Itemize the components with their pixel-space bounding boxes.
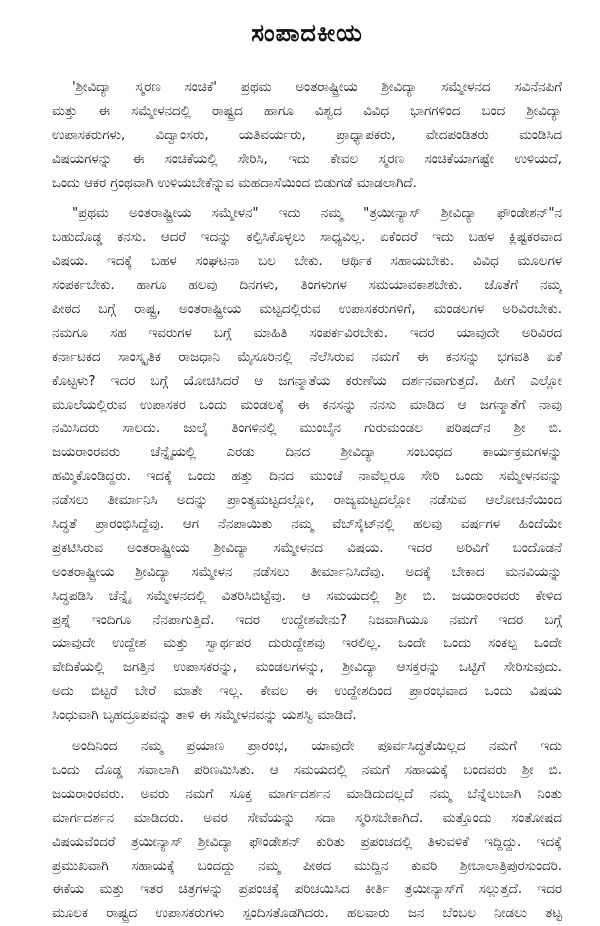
text-line: ಅದು ಬಿಟ್ಟರೆ ಬೇರೆ ಮಾತೇ ಇಲ್ಲ. ಕೇವಲ ಈ ಉದ್ದೇಶದಿಂದ ಪ್ರಾರಂಭವಾದ ಒಂದು ವಿಷಯ: [52, 684, 562, 700]
text-line: ಬಹುದೊಡ್ಡ ಕನಸು. ಆದರೆ ಇದನ್ನು ಕಲ್ಪಿಸಿಕೊಳ್ಳಲು ಸಾಧ್ಯವಿಲ್ಲ. ಏಕೆಂದರೆ ಇದು ಬಹಳ ಕ್ಲಿಷ್ಟಕರವಾದ: [52, 230, 562, 246]
text-line: ಒಂದು ಆಕರ ಗ್ರಂಥವಾಗಿ ಉಳಿಯಬೇಕೆನ್ನುವ ಮಹದಾಸೆಯಿಂದ ಬಿಡುಗಡೆ ಮಾಡಲಾಗಿದೆ.: [52, 175, 417, 191]
text-line: ಕೊಟ್ಟಳು? ಇದರ ಬಗ್ಗೆ ಯೋಚಿಸಿದರೆ ಆ ಜಗನ್ಮಾತೆಯ ಕರುಣೆಯ ದರ್ಶನವಾಗುತ್ತದೆ. ಹೀಗೆ ಎಲ್ಲೋ: [52, 373, 562, 389]
text-line: ವೇದಿಕೆಯಲ್ಲಿ ಜಗತ್ತಿನ ಉಪಾಸಕರನ್ನು, ಮಂಡಲಗಳನ್ನು, ಶ್ರೀವಿದ್ಯಾ ಆಸಕ್ತರನ್ನು ಒಟ್ಟಿಗೆ ಸೇರಿಸುವುದು.: [52, 660, 562, 676]
paragraph-2: [52, 202, 562, 728]
text-line: ವಿಷಯವೆಂದರೆ ತ್ರಯೀನ್ಯಾಸ್ ಶ್ರೀವಿದ್ಯಾ ಫೌಂಡೇಶನ್ ಕುರಿತು ಪ್ರಪಂಚದಲ್ಲಿ ತಿಳುವಳಿಕೆ ಇದ್ದಿದ್ದು. ಇದಕ್ಕೆ: [52, 834, 562, 850]
text-line: ಪೀಠದ ಬಗ್ಗೆ ರಾಷ್ಟ್ರ, ಅಂತರಾಷ್ಟ್ರೀಯ ಮಟ್ಟದಲ್ಲಿರುವ ಉಪಾಸಕರುಗಳಿಗೆ, ಮಂಡಲಗಳ ಅರಿವಿರಬೇಕು.: [52, 302, 562, 318]
text-line: ಜಯರಾಂರವರು ಚೆನ್ನೈಯಲ್ಲಿ ಎರಡು ದಿನದ ಶ್ರೀವಿದ್ಯಾ ಸಂಬಂಧದ ಕಾರ್ಯಕ್ರಮಗಳನ್ನು: [52, 445, 562, 461]
page-title: ಸಂಪಾದಕೀಯ: [251, 19, 363, 47]
paragraph-3: [52, 735, 562, 926]
text-line: ಅಂತರಾಷ್ಟ್ರೀಯ ಶ್ರೀವಿದ್ಯಾ ಸಮ್ಮೇಳನ ನಡೆಸಲು ತೀರ್ಮಾನಿಸಿದೆವು. ಅದಕ್ಕೆ ಬೇಕಾದ ಮನವಿಯನ್ನು: [52, 564, 562, 580]
text-line: ವಿಷಯಗಳನ್ನು ಈ ಸಂಚಿಕೆಯಲ್ಲಿ ಸೇರಿಸಿ, ಇದು ಕೇವಲ ಸ್ಮರಣ ಸಂಚಿಕೆಯಾಗಷ್ಟೇ ಉಳಿಯದೆ,: [52, 151, 562, 167]
text-line: ಒಂದು ದೊಡ್ಡ ಸವಾಲಾಗಿ ಪರಿಣಮಿಸಿತು. ಆ ಸಮಯದಲ್ಲಿ ನಮಗೆ ಸಹಾಯಕ್ಕೆ ಬಂದವರು ಶ್ರೀ ಬಿ.: [52, 762, 562, 778]
text-line: ಉಪಾಸಕರುಗಳು, ವಿದ್ವಾಂಸರು, ಯತಿವರ್ಯರು, ಪ್ರಾಧ್ಯಾಪಕರು, ವೇದಪಂಡಿತರು ಮಂಡಿಸಿದ: [52, 127, 562, 143]
text-line: ಮತ್ತು ಈ ಸಮ್ಮೇಳನದಲ್ಲಿ ರಾಷ್ಟ್ರದ ಹಾಗೂ ವಿಶ್ವದ ವಿವಿಧ ಭಾಗಗಳಿಂದ ಬಂದ ಶ್ರೀವಿದ್ಯಾ: [52, 103, 562, 119]
text-line: ಜಯರಾಂರವರು. ಅವರು ನಮಗೆ ಸೂಕ್ತ ಮಾರ್ಗದರ್ಶನ ಮಾಡಿದುದಲ್ಲದೆ ನಮ್ಮ ಬೆನ್ನೆಲುಬಾಗಿ ನಿಂತು: [52, 786, 562, 802]
text-line: ನಮಗೂ ಸಹ ಇವರುಗಳ ಬಗ್ಗೆ ಮಾಹಿತಿ ಸಂಪರ್ಕವಿರಬೇಕು. ಇದರ ಯಾವುದೇ ಅರಿವಿರದ: [52, 325, 562, 341]
text-line: ಪ್ರಕಟಿಸಿರುವ ಅಂತರಾಷ್ಟ್ರೀಯ ಶ್ರೀವಿದ್ಯಾ ಸಮ್ಮೇಳನದ ವಿಷಯ. ಇದರ ಅರಿವಿಗೆ ಬಂದೊಡನೆ: [52, 540, 562, 556]
text-line: ಕರ್ನಾಟಕದ ಸಾಂಸ್ಕೃತಿಕ ರಾಜಧಾನಿ ಮೈಸೂರಿನಲ್ಲಿ ನೆಲೆಸಿರುವ ನಮಗೆ ಈ ಕನಸನ್ನು ಭಗವತಿ ಏಕೆ: [52, 349, 562, 365]
text-line: "ಪ್ರಥಮ ಅಂತರಾಷ್ಟ್ರೀಯ ಸಮ್ಮೇಳನ" ಇದು ನಮ್ಮ "ತ್ರಯೀನ್ಯಾಸ್ ಶ್ರೀವಿದ್ಯಾ ಫೌಂಡೇಶನ್"ನ: [72, 206, 562, 222]
text-line: ಮೂಲೆಯಲ್ಲಿರುವ ಉಪಾಸಕರ ಒಂದು ಮಂಡಲಕ್ಕೆ ಈ ಕನಸನ್ನು ನನಸು ಮಾಡಿದ ಆ ಜಗನ್ಮಾತೆಗೆ ನಾವು: [52, 397, 562, 413]
text-line: ಸಿಂಧುವಾಗಿ ಬೃಹದ್ರೂಪವನ್ನು ತಾಳಿ ಈ ಸಮ್ಮೇಳನವನ್ನು ಯಶಸ್ವಿ ಮಾಡಿದೆ.: [52, 708, 357, 724]
text-line: ಮಾರ್ಗದರ್ಶನ ಮಾಡಿದರು. ಅವರ ಸೇವೆಯನ್ನು ಸದಾ ಸ್ಮರಿಸಬೇಕಾಗಿದೆ. ಮತ್ತೊಂದು ಸಂತೋಷದ: [52, 810, 562, 826]
text-line: ನಡೆಸಲು ತೀರ್ಮಾನಿಸಿ ಅದನ್ನು ಪ್ರಾಂತ್ಯಮಟ್ಟದಲ್ಲೋ, ರಾಜ್ಯಮಟ್ಟದಲ್ಲೋ ನಡೆಸುವ ಆಲೋಚನೆಯಿಂದ: [52, 493, 562, 509]
text-line: 'ಶ್ರೀವಿದ್ಯಾ ಸ್ಮರಣ ಸಂಚಿಕೆ' ಪ್ರಥಮ ಅಂತರಾಷ್ಟ್ರೀಯ ಶ್ರೀವಿದ್ಯಾ ಸಮ್ಮೇಳನದ ಸವಿನೆನಪಿಗೆ: [72, 80, 562, 95]
text-line: ಸಂಪರ್ಕಬೇಕು. ಹಾಗೂ ಹಲವು ದಿನಗಳು, ತಿಂಗಳುಗಳ ಸಮಯಾವಕಾಶಬೇಕು. ಜೊತೆಗೆ ನಮ್ಮ: [52, 278, 562, 294]
paragraph-1: [52, 76, 562, 195]
text-line: ಈಕೆಯ ಮತ್ತು ಇತರ ಚಿತ್ರಗಳನ್ನು ಪ್ರಪಂಚಕ್ಕೆ ಪರಿಚಯಿಸಿದ ಕೀರ್ತಿ ತ್ರಯೀನ್ಯಾಸ್‍ಗೆ ಸಲ್ಲುತ್ತದೆ. ಇದರ: [52, 882, 562, 898]
text-line: ಯಾವುದೇ ಉದ್ದೇಶ ಮತ್ತು ಸ್ವಾರ್ಥಪರ ದುರುದ್ದೇಶವು ಇರಲಿಲ್ಲ. ಒಂದೇ ಒಂದು ಸಂಕಲ್ಪ ಒಂದೇ: [52, 636, 562, 652]
text-line: ನಮಿಸಿದರು ಸಾಲದು. ಜುಲೈ ತಿಂಗಳಿನಲ್ಲಿ ಮುಂಬೈನ ಗುರುಮಂಡಲ ಪರಿಷದ್‍ನ ಶ್ರೀ ಬಿ.: [52, 421, 562, 437]
text-line: ಪ್ರಮುಖವಾಗಿ ಸಹಾಯಕ್ಕೆ ಬಂದದ್ದು ನಮ್ಮ ಪೀಠದ ಮುದ್ದಿನ ಕುವರಿ ಶ್ರೀಬಾಲಾತ್ರಿಪುರಸುಂದರಿ.: [52, 858, 562, 874]
text-line: ಸಿದ್ಧಪಡಿಸಿ ಚೆನ್ನೈ ಸಮ್ಮೇಳನದಲ್ಲಿ ವಿತರಿಸಿಬಿಟ್ಟೆವು. ಆ ಸಮಯದಲ್ಲಿ ಶ್ರೀ ಬಿ. ಜಯರಾಂರವರು ಕೇಳಿದ: [52, 588, 562, 604]
text-line: ಮೂಲಕ ರಾಷ್ಟ್ರದ ಉಪಾಸಕರುಗಳು ಸ್ಪಂದಿಸತೊಡಗಿದರು. ಹಲವಾರು ಜನ ಬೆಂಬಲ ನೀಡಲು ತಟ್ಟ: [52, 906, 562, 922]
text-line: ಅಂದಿನಿಂದ ನಮ್ಮ ಪ್ರಯಾಣ ಪ್ರಾರಂಭ, ಯಾವುದೇ ಪೂರ್ವಸಿದ್ಧತೆಯಿಲ್ಲದ ನಮಗೆ ಇದು: [72, 739, 562, 755]
text-line: ವಿಷಯ. ಇದಕ್ಕೆ ಬಹಳ ಸಂಘಟನಾ ಬಲ ಬೇಕು. ಆರ್ಥಿಕ ಸಹಾಯಬೇಕು. ವಿವಿಧ ಮೂಲಗಳ: [52, 254, 562, 270]
text-line: ಪ್ರಶ್ನೆ ಇಂದಿಗೂ ನೆನಪಾಗುತ್ತಿದೆ. ಇದರ ಉದ್ದೇಶವೇನು? ನಿಜವಾಗಿಯೂ ನಮಗೆ ಇದರ ಬಗ್ಗೆ: [52, 612, 562, 628]
text-line: ಹಮ್ಮಿಕೊಂಡಿದ್ದರು. ಇದಕ್ಕೆ ಒಂದು ಹತ್ತು ದಿನದ ಮುಂಚೆ ನಾವೆಲ್ಲರೂ ಸೇರಿ ಒಂದು ಸಮ್ಮೇಳನವನ್ನು: [52, 469, 562, 485]
text-line: ಸಿದ್ಧತೆ ಪ್ರಾರಂಭಿಸಿದ್ದೆವು. ಆಗ ನೆನಪಾಯಿತು ನಮ್ಮ ವೆಬ್‍ಸೈಟ್‍ನಲ್ಲಿ ಹಲವು ವರ್ಷಗಳ ಹಿಂದೆಯೇ: [52, 517, 562, 533]
